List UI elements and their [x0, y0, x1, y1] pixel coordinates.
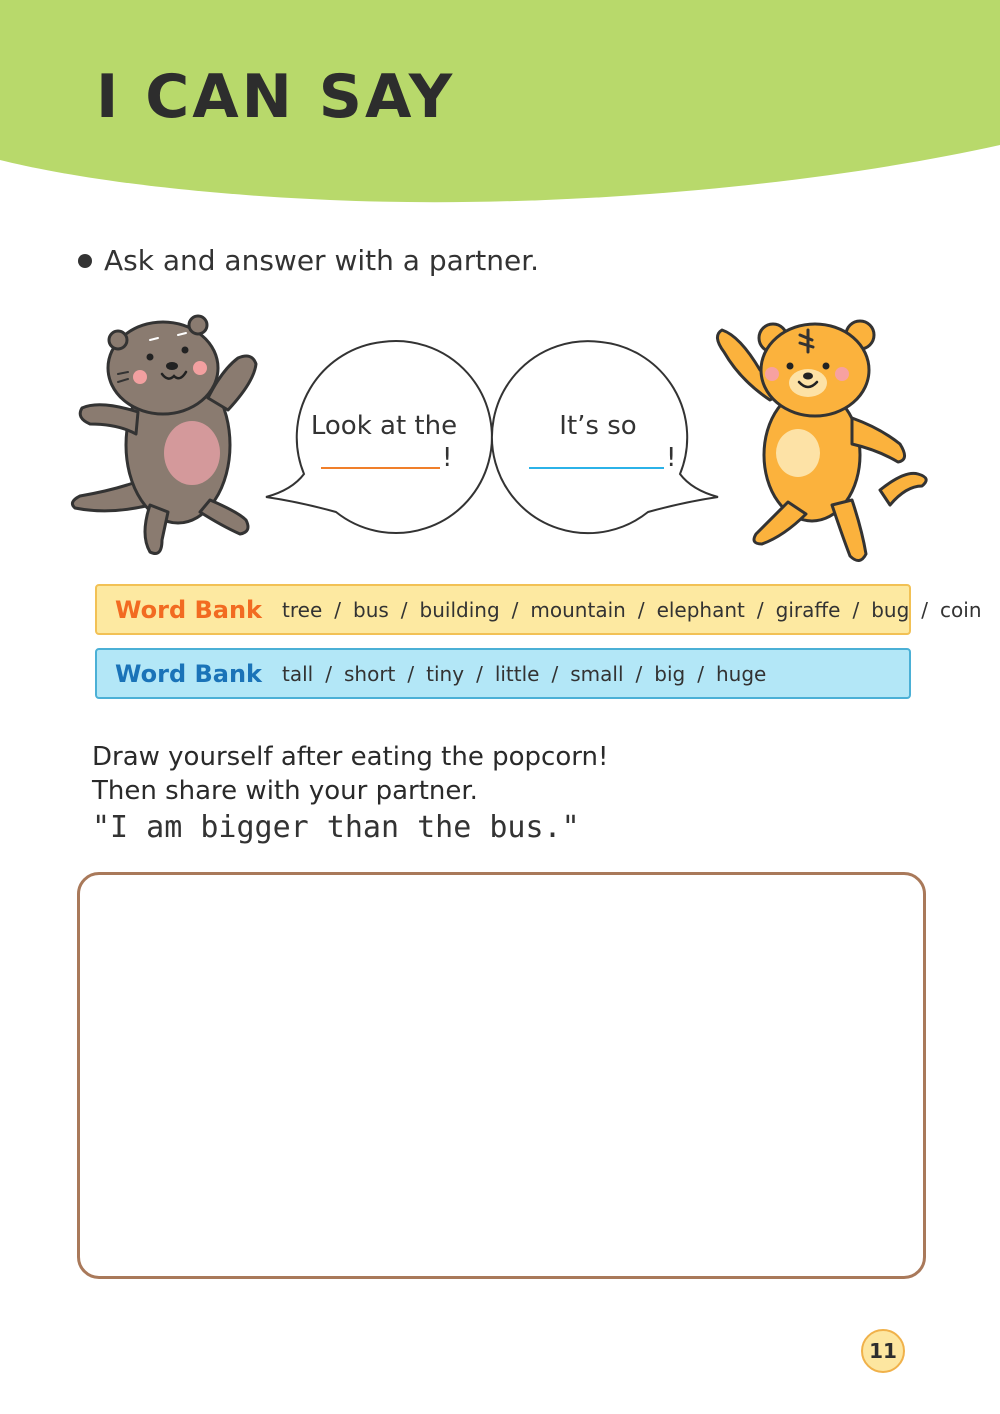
word-separator: /: [637, 597, 645, 622]
word-bank-word: tall: [282, 661, 314, 686]
dialogue-scene: [0, 310, 1000, 570]
instruction: [78, 244, 539, 277]
speech-bubble-left: [266, 341, 492, 533]
word-bank-word: big: [654, 661, 686, 686]
word-bank-word: building: [419, 597, 500, 622]
word-bank-adjectives: [95, 648, 911, 699]
otter-illustration: [72, 316, 256, 554]
word-separator: /: [325, 661, 332, 686]
word-bank-label: Word Bank: [115, 659, 263, 688]
word-bank-word: bus: [353, 597, 389, 622]
bubble-right-end: !: [666, 443, 677, 473]
word-separator: /: [476, 661, 483, 686]
word-bank-word: short: [343, 661, 396, 686]
word-bank-words: [282, 598, 981, 622]
word-separator: /: [511, 597, 519, 622]
word-separator: /: [697, 661, 704, 686]
tiger-illustration: [717, 321, 926, 561]
word-bank-word: little: [494, 661, 540, 686]
word-bank-word: bug: [871, 597, 910, 622]
word-bank-word: tiny: [426, 661, 465, 686]
instruction-text: Ask and answer with a partner.: [104, 244, 540, 277]
word-separator: /: [635, 661, 643, 686]
word-separator: /: [921, 597, 929, 622]
drawing-instruction-line: Then share with your partner.: [92, 776, 478, 806]
word-separator: /: [407, 661, 415, 686]
bubble-left-end: !: [442, 443, 453, 473]
word-separator: /: [756, 597, 764, 622]
word-bank-word: coin: [940, 597, 982, 622]
speech-bubble-right: [492, 341, 718, 533]
word-bank-label: Word Bank: [115, 595, 263, 624]
word-separator: /: [400, 597, 408, 622]
bubble-right-text: It’s so: [559, 411, 637, 441]
drawing-instructions: [92, 740, 608, 808]
word-bank-word: mountain: [530, 597, 626, 622]
word-bank-word: tree: [282, 597, 323, 622]
drawing-instruction-line: Draw yourself after eating the popcorn!: [92, 742, 609, 772]
word-bank-word: huge: [715, 661, 767, 686]
word-separator: /: [852, 597, 860, 622]
page-number: 11: [861, 1329, 905, 1373]
word-separator: /: [334, 597, 341, 622]
bubble-left-text: Look at the: [310, 411, 458, 441]
word-bank-word: giraffe: [775, 597, 841, 622]
example-sentence: "I am bigger than the bus.": [92, 810, 580, 845]
word-bank-words: [282, 662, 766, 686]
bullet-icon: [78, 254, 92, 268]
word-separator: /: [551, 661, 559, 686]
word-bank-word: elephant: [656, 597, 745, 622]
drawing-area[interactable]: [77, 872, 926, 1279]
page-title: I CAN SAY: [96, 62, 456, 132]
word-bank-nouns: [95, 584, 982, 635]
word-bank-word: small: [570, 661, 624, 686]
